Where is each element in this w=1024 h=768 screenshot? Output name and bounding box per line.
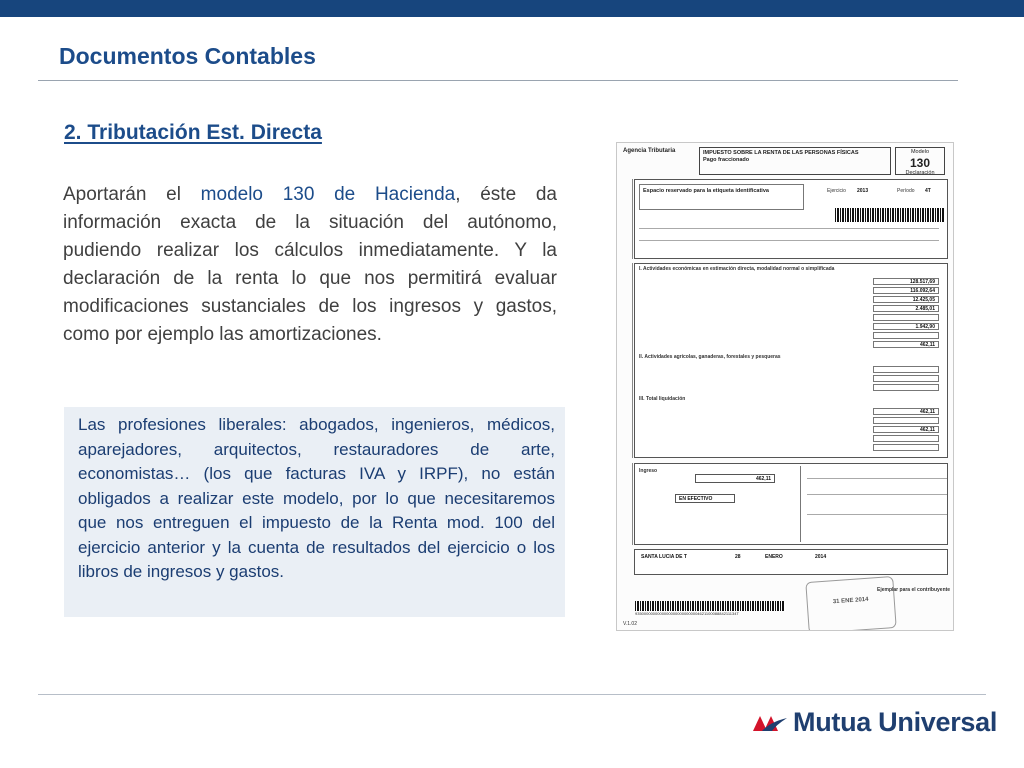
section-III-label: III. Total liquidación (639, 396, 686, 402)
periodo-label: Período (897, 188, 915, 194)
payment-method-box: EN EFECTIVO (675, 494, 735, 503)
form-title: IMPUESTO SOBRE LA RENTA DE LAS PERSONAS FÍSICAS (703, 150, 859, 156)
section-title: 2. Tributación Est. Directa (64, 121, 322, 144)
ejercicio-value: 2013 (857, 188, 869, 194)
value-cell: 2.485,01 (873, 305, 939, 312)
section-I-label: I. Actividades económicas en estimación directa, modalidad normal o simplificada (639, 266, 835, 272)
payment-block (634, 463, 948, 545)
agency-logo-text: Agencia Tributaria (623, 148, 676, 154)
signature-place: SANTA LUCIA DE T (641, 554, 687, 560)
liquidation-block (634, 263, 948, 458)
form-subtitle: Pago fraccionado (703, 157, 750, 163)
signature-month: ENERO (765, 554, 783, 560)
modelo-130-form-image (616, 142, 954, 631)
barcode-number: 9350000000000000000000000000462110008884211134T (635, 611, 739, 616)
value-cell: 462,11 (873, 408, 939, 415)
value-cell: 128.517,69 (873, 278, 939, 285)
intro-text-1: Aportarán el (63, 184, 201, 205)
barcode-bottom (635, 601, 785, 611)
top-bar (0, 0, 1024, 17)
value-cell (873, 314, 939, 321)
value-cell (873, 375, 939, 382)
periodo-value: 4T (925, 188, 931, 194)
value-cell (873, 366, 939, 373)
form-rule (807, 494, 947, 495)
section-II-label: II. Actividades agrícolas, ganaderas, forestales y pesqueras (639, 354, 781, 360)
label-area: Espacio reservado para la etiqueta identificativa (639, 184, 804, 210)
value-cell: 116.092,64 (873, 287, 939, 294)
value-cell (873, 435, 939, 442)
header-divider (38, 80, 958, 81)
value-cell: 1.942,90 (873, 323, 939, 330)
callout-box (64, 407, 565, 617)
reception-stamp (805, 576, 896, 631)
value-cell (873, 384, 939, 391)
value-cell (873, 444, 939, 451)
ejercicio-label: Ejercicio (827, 188, 846, 194)
declaration-label: Declaración (905, 170, 935, 176)
value-cell (873, 332, 939, 339)
mutua-logo-icon (752, 710, 788, 734)
value-cell (873, 417, 939, 424)
form-rule (807, 514, 947, 515)
form-rule (639, 240, 939, 241)
form-rule (639, 228, 939, 229)
ingreso-label: Ingreso (639, 468, 658, 474)
ingreso-box: 462,11 (695, 474, 775, 483)
callout-text: Las profesiones liberales: abogados, ingenieros, médicos, aparejadores, arquitectos, restauradores de arte, economistas… (los que facturas IVA y IRPF), no están obligados a realizar este modelo, por lo que necesitaremos que nos entreguen el impuesto de la Renta mod. 100 del ejercicio anterior y la cuenta de resultados del ejercicio o los libros de ingresos y gastos. (78, 415, 555, 581)
side-strip-declarante (618, 179, 633, 259)
page-title: Documentos Contables (59, 43, 316, 69)
model-label: Modelo (910, 149, 930, 155)
stamp-date: 31 ENE 2014 (832, 596, 869, 606)
barcode-top (835, 208, 945, 222)
intro-text-2: , éste da información exacta de la situación del autónomo, pudiendo realizar los cálculos inmediatamente. Y la declaración de la renta lo que nos permitirá evaluar modificaciones sustanciales de los ingresos y gastos, como por ejemplo las amortizaciones. (63, 184, 558, 345)
brand-name: Mutua Universal (793, 707, 998, 737)
signature-block (634, 549, 948, 575)
form-rule (807, 478, 947, 479)
form-version: V.1.02 (623, 621, 637, 627)
signature-day: 28 (735, 554, 741, 560)
footer-divider (38, 694, 986, 695)
side-strip-ingreso (618, 463, 633, 545)
model-number: 130 (909, 156, 931, 170)
form-divider (800, 466, 801, 542)
signature-year: 2014 (815, 554, 827, 560)
identification-block (634, 179, 948, 259)
copy-label: Ejemplar para el contribuyente (877, 587, 951, 593)
form-title-box (699, 147, 891, 175)
value-cell: 12.425,05 (873, 296, 939, 303)
side-strip-liquidacion (618, 263, 633, 458)
modelo-130-highlight: modelo 130 de Hacienda (200, 184, 456, 205)
model-box (895, 147, 945, 175)
value-cell: 462,11 (873, 341, 939, 348)
value-cell: 462,11 (873, 426, 939, 433)
intro-paragraph (63, 181, 557, 349)
